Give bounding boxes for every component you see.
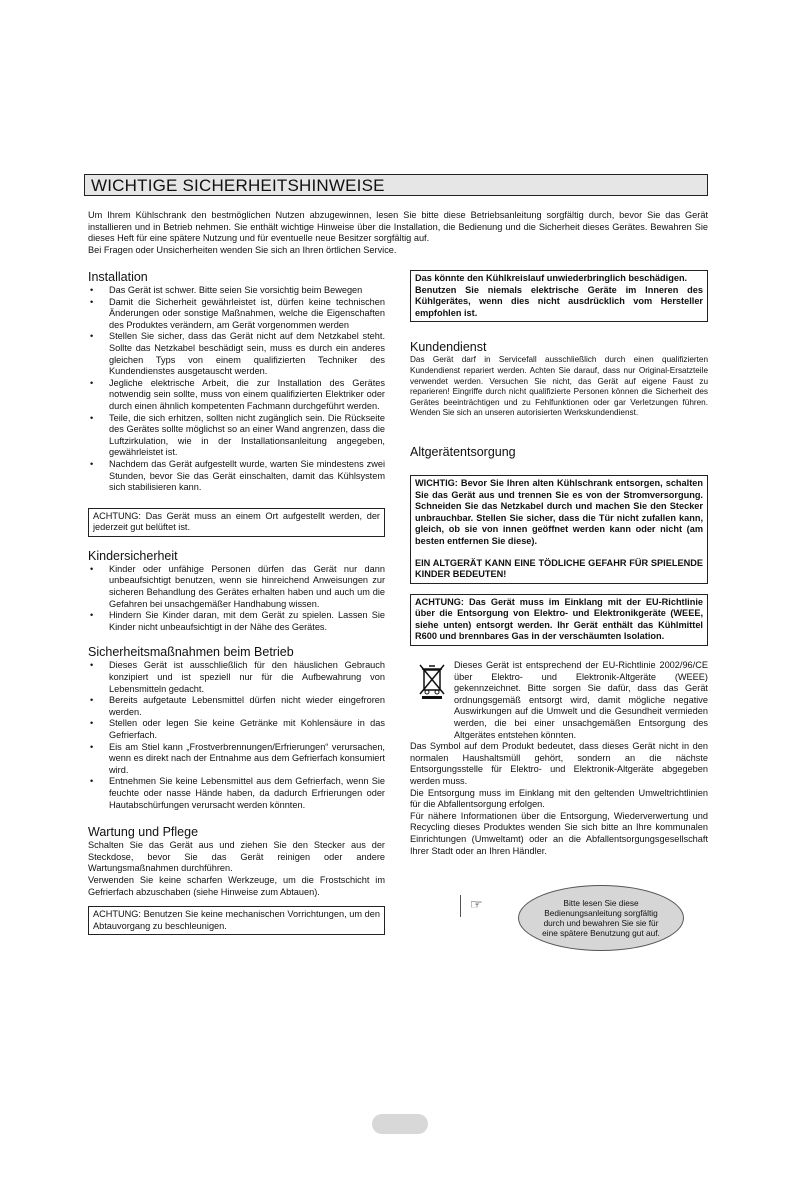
list-item: • Jegliche elektrische Arbeit, die zur Installation des Gerätes notwendig sein sollte, muss von einem qualifizierten Elektriker oder durch einen ähnlich kompetenten Fachmann durchgeführt werden. bbox=[88, 378, 385, 413]
weee-text-1: Dieses Gerät ist entsprechend der EU-Richtlinie 2002/96/CE über Elektro- und Elektronik-Altgeräte (WEEE) gekennzeichnet. Bitte sorgen Sie dafür, dass das Gerät ordnungsgemäß entsorgt wird, damit mögliche negative Auswirkungen auf die Umwelt und die Gesundheit vermieden werden, die bei einer unsachgemäßen Entsorgung des Altgerätes entstehen könnten. bbox=[454, 660, 708, 740]
betrieb-list bbox=[88, 660, 385, 811]
crossed-bin-icon bbox=[418, 662, 446, 700]
weee-text-2: Das Symbol auf dem Produkt bedeutet, dass dieses Gerät nicht in den normalen Haushaltsmüll gehört, sondern an die nächste Entsorgungsstelle für Elektro- und Elektronik-Altgeräte abgegeben werden muss. bbox=[410, 741, 708, 786]
note-area bbox=[410, 885, 708, 955]
altgeraet-important-text: WICHTIG: Bevor Sie Ihren alten Kühlschrank entsorgen, schalten Sie das Gerät aus und trennen Sie es von der Stromversorgung. Schneiden Sie das Netzkabel durch und machen Sie den Stecker unbrauchbar. Stellen Sie sicher, dass die Tür nicht zufallen kann, gleich, ob sie von innen geöffnet werden kann oder nicht (am besten entfernen Sie diese). bbox=[415, 477, 703, 546]
list-item: • Nachdem das Gerät aufgestellt wurde, warten Sie mindestens zwei Stunden, bevor Sie das Gerät einschalten, damit das Kühlsystem sich stabilisieren kann. bbox=[88, 459, 385, 494]
top-warning-line-1: Das könnte den Kühlkreislauf unwiederbringlich beschädigen. bbox=[415, 273, 688, 283]
weee-text-4: Für nähere Informationen über die Entsorgung, Wiederverwertung und Recycling dieses Produktes wenden Sie sich bitte an Ihre kommunalen Einrichtungen (Umweltamt) oder an die Abfallentsorgungsgesellschaft Ihrer Stadt oder an Ihren Händler. bbox=[410, 810, 708, 856]
right-column bbox=[410, 270, 708, 955]
altgeraet-attention-text: ACHTUNG: Das Gerät muss im Einklang mit der EU-Richtlinie über die Entsorgung von Elektro- und Elektronikgeräte (WEEE, siehe unten) entsorgt werden. Ihr Gerät enthält das Kühlmittel R600 und brennbares Gas in der verschäumten Isolation. bbox=[415, 596, 703, 642]
wartung-text-2: Verwenden Sie keine scharfen Werkzeuge, um die Frostschicht im Gefrierfach abzuschaben (siehe Hinweise zum Abtauen). bbox=[88, 874, 385, 897]
intro-text: Um Ihrem Kühlschrank den bestmöglichen Nutzen abzugewinnen, lesen Sie bitte diese Betriebsanleitung sorgfältig durch, bevor Sie das Gerät installieren und in Betrieb nehmen. Sie enthält wichtige Hinweise über die Installation, die Bedienung und die Sicherheit dieses Gerätes. Bewahren Sie dieses Heft für eine spätere Nutzung und für eventuelle neue Besitzer sorgfältig auf. bbox=[88, 210, 708, 243]
list-item: • Stellen Sie sicher, dass das Gerät nicht auf dem Netzkabel steht. Sollte das Netzkabel beschädigt sein, muss es durch ein anderes gleichen Typs von einem qualifizierten Techniker des Kundendienstes ausgetauscht werden. bbox=[88, 331, 385, 377]
kinder-heading: Kindersicherheit bbox=[88, 548, 178, 563]
top-warning-box bbox=[410, 270, 708, 322]
installation-heading: Installation bbox=[88, 270, 148, 284]
kundendienst-text: Das Gerät darf in Servicefall ausschließlich durch einen qualifizierten Kundendienst repariert werden. Achten Sie darauf, dass nur Original-Ersatzteile verwendet werden. Versuchen Sie nicht, das Gerät auf eigene Faust zu reparieren! Eingriffe durch nicht qualifizierte Personen können die Sicherheit des Gerätes beeinträchtigen und zu Fehlfunktionen oder gar Verletzungen führen. Wenden Sie sich an unseren autorisierten Werkskundendienst. bbox=[410, 355, 708, 418]
left-column bbox=[88, 270, 385, 935]
note-oval bbox=[518, 885, 684, 951]
pointing-hand-icon: ☞ bbox=[470, 896, 483, 913]
intro-text-2: Bei Fragen oder Unsicherheiten wenden Sie sich an Ihren örtlichen Service. bbox=[88, 244, 397, 255]
page-title: WICHTIGE SICHERHEITSHINWEISE bbox=[84, 174, 708, 196]
altgeraet-important-box bbox=[410, 475, 708, 584]
page-number-badge bbox=[372, 1114, 428, 1134]
betrieb-heading: Sicherheitsmaßnahmen beim Betrieb bbox=[88, 645, 294, 660]
weee-section bbox=[410, 660, 708, 857]
list-item: • Teile, die sich erhitzen, sollten nicht zugänglich sein. Die Rückseite des Gerätes sollte möglichst so an einer Wand angrenzen, dass die Luftzirkulation, wie in der Installationsanleitung angegeben, gewährleistet ist. bbox=[88, 413, 385, 459]
kinder-list bbox=[88, 564, 385, 634]
installation-warning: ACHTUNG: Das Gerät muss an einem Ort aufgestellt werden, der jederzeit gut belüftet ist. bbox=[93, 510, 380, 533]
wartung-warning: ACHTUNG: Benutzen Sie keine mechanischen Vorrichtungen, um den Abtauvorgang zu beschleunigen. bbox=[93, 909, 380, 931]
note-oval-text: Bitte lesen Sie diese Bedienungsanleitung sorgfältig durch und bewahren Sie sie für eine spätere Benutzung gut auf. bbox=[542, 898, 660, 939]
wartung-heading: Wartung und Pflege bbox=[88, 825, 199, 840]
list-item: • Damit die Sicherheit gewährleistet ist, dürfen keine technischen Änderungen oder sonstige Maßnahmen, welche die Eigenschaften des Produktes verändern, am Gerät vorgenommen werden bbox=[88, 297, 385, 332]
installation-list bbox=[88, 285, 385, 494]
top-warning-line-2: Benutzen Sie niemals elektrische Geräte im Inneren des Kühlgerätes, wenn dies nicht ausdrücklich vom Hersteller empfohlen ist. bbox=[415, 284, 703, 318]
altgeraet-attention-box bbox=[410, 594, 708, 646]
list-item: • Hindern Sie Kinder daran, mit dem Gerät zu spielen. Lassen Sie Kinder nicht unbeaufsichtigt in der Nähe des Gerätes. bbox=[88, 610, 385, 633]
list-item: • Bereits aufgetaute Lebensmittel dürfen nicht wieder eingefroren werden. bbox=[88, 695, 385, 718]
list-item: • Kinder oder unfähige Personen dürfen das Gerät nur dann unbeaufsichtigt benutzen, wenn sie hinreichend Anweisungen zur sicheren Behandlung des Gerätes erhalten haben und auch um die Gefahren bei unsachgemäßer Handhabung wissen. bbox=[88, 564, 385, 610]
wartung-warning-box bbox=[88, 906, 385, 935]
list-item: • Entnehmen Sie keine Lebensmittel aus dem Gefrierfach, wenn Sie feuchte oder nasse Hände haben, da dadurch Erfrierungen oder Hautabschürfungen verursacht werden könnten. bbox=[88, 776, 385, 811]
divider bbox=[460, 895, 461, 917]
installation-warning-box bbox=[88, 508, 385, 537]
list-item: • Stellen oder legen Sie keine Getränke mit Kohlensäure in das Gefrierfach. bbox=[88, 718, 385, 741]
wartung-text-1: Schalten Sie das Gerät aus und ziehen Sie den Stecker aus der Steckdose, bevor Sie das Gerät reinigen oder andere Wartungsmaßnahmen durchführen. bbox=[88, 840, 385, 874]
intro bbox=[88, 210, 708, 256]
kundendienst-heading: Kundendienst bbox=[410, 340, 487, 355]
list-item: • Eis am Stiel kann „Frostverbrennungen/Erfrierungen“ verursachen, wenn es direkt nach der Entnahme aus dem Gefrierfach konsumiert wird. bbox=[88, 742, 385, 777]
weee-text-3: Die Entsorgung muss im Einklang mit den geltenden Umweltrichtlinien für die Abfallentsorgung erfolgen. bbox=[410, 787, 708, 810]
list-item: • Das Gerät ist schwer. Bitte seien Sie vorsichtig beim Bewegen bbox=[88, 285, 385, 297]
list-item: • Dieses Gerät ist ausschließlich für den häuslichen Gebrauch konzipiert und ist speziell nur für die Aufbewahrung von Lebensmitteln gedacht. bbox=[88, 660, 385, 695]
altgeraet-heading: Altgerätentsorgung bbox=[410, 444, 516, 459]
altgeraet-danger-text: EIN ALTGERÄT KANN EINE TÖDLICHE GEFAHR FÜR SPIELENDE KINDER BEDEUTEN! bbox=[415, 557, 703, 580]
